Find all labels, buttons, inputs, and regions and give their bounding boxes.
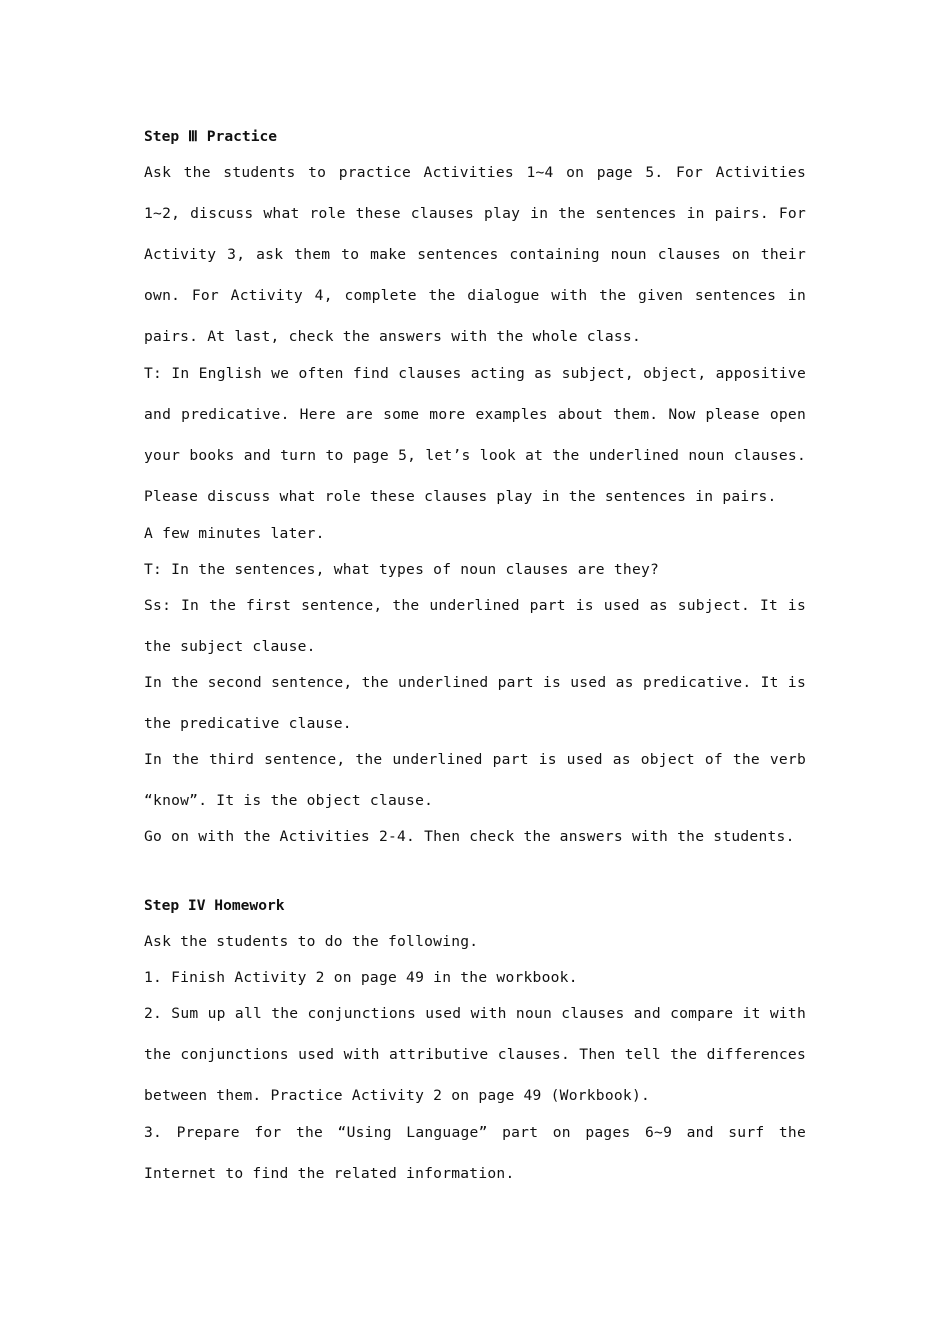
paragraph-homework-intro: Ask the students to do the following. (144, 933, 479, 950)
document-page (144, 0, 806, 1344)
section-heading-practice: Step Ⅲ Practice (144, 128, 278, 145)
paragraph-third-sentence: In the third sentence, the underlined part is used as object of the verb “know”. It is the object clause. (144, 751, 806, 809)
paragraph-teacher-question: T: In the sentences, what types of noun clauses are they? (144, 561, 660, 578)
paragraph-go-on: Go on with the Activities 2-4. Then check the answers with the students. (144, 828, 795, 845)
paragraph-first-sentence: Ss: In the first sentence, the underlined part is used as subject. It is the subject clause. (144, 597, 806, 655)
paragraph-practice-intro: Ask the students to practice Activities 1~4 on page 5. For Activities 1~2, discuss what role these clauses play in the sentences in pairs. For Activity 3, ask them to make sentences containing noun clauses on their own. For Activity 4, complete the dialogue with the given sentences in pairs. At last, check the answers with the whole class. (144, 164, 806, 345)
paragraph-few-minutes-later: A few minutes later. (144, 525, 325, 542)
section-heading-homework: Step IV Homework (144, 897, 285, 914)
homework-item-3: 3. Prepare for the “Using Language” part on pages 6~9 and surf the Internet to find the related information. (144, 1124, 806, 1182)
homework-item-2: 2. Sum up all the conjunctions used with noun clauses and compare it with the conjunctions used with attributive clauses. Then tell the differences between them. Practice Activity 2 on page 49 (Workbook). (144, 1005, 806, 1104)
paragraph-second-sentence: In the second sentence, the underlined part is used as predicative. It is the predicative clause. (144, 674, 806, 732)
homework-item-1: 1. Finish Activity 2 on page 49 in the workbook. (144, 969, 578, 986)
paragraph-teacher-instruction: T: In English we often find clauses acting as subject, object, appositive and predicative. Here are some more examples about them. Now please open your books and turn to page 5, let’s look at the underlined noun clauses. Please discuss what role these clauses play in the sentences in pairs. (144, 365, 806, 505)
